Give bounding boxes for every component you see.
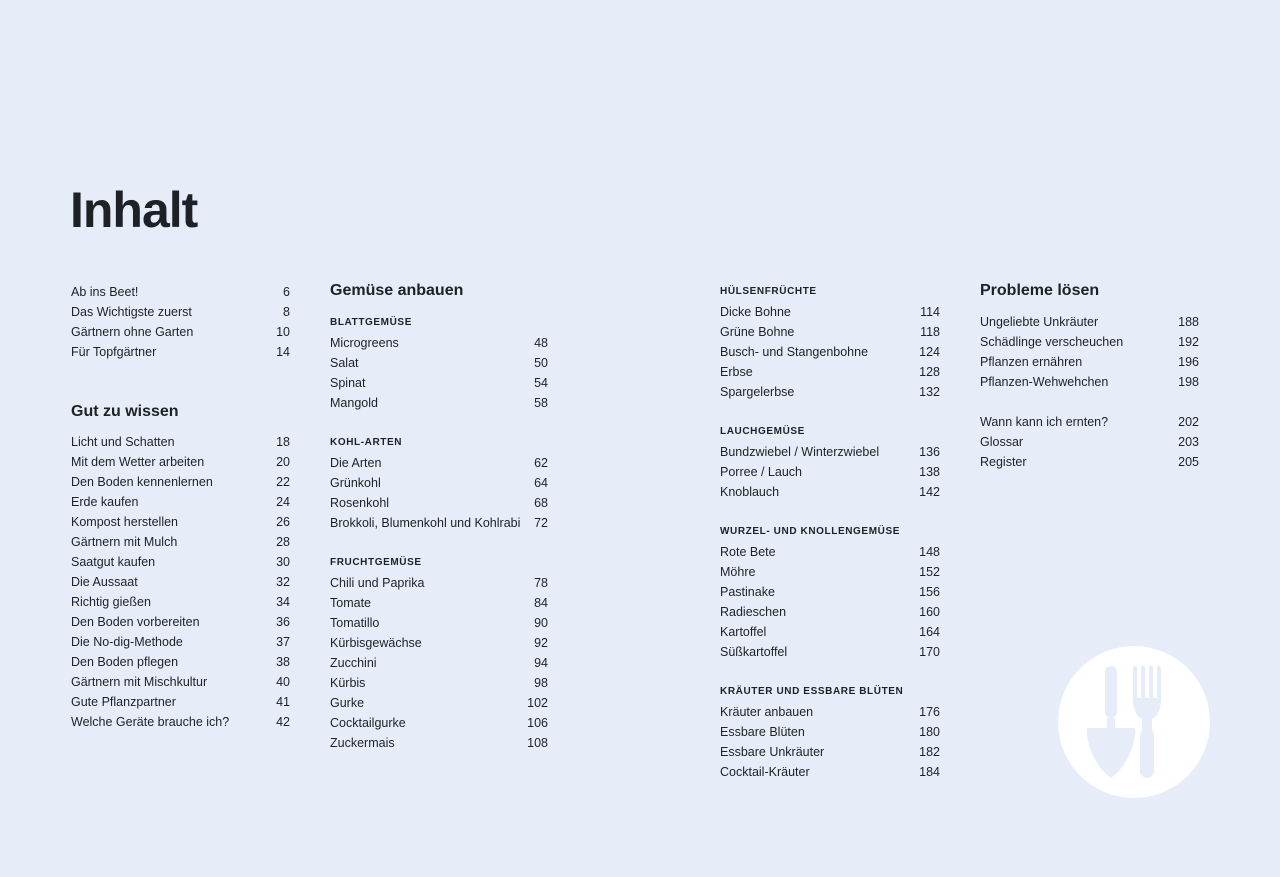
- entry-page: 148: [919, 545, 940, 559]
- entry-label: Dicke Bohne: [720, 305, 791, 319]
- entry-label: Salat: [330, 356, 359, 370]
- entry-label: Kürbis: [330, 676, 366, 690]
- toc-entry[interactable]: [71, 592, 290, 612]
- entry-page: 176: [919, 705, 940, 719]
- toc-entry[interactable]: [71, 452, 290, 472]
- toc-entry[interactable]: [71, 282, 290, 302]
- entry-label: Kompost herstellen: [71, 515, 179, 529]
- entry-label: Kräuter anbauen: [720, 705, 814, 719]
- toc-entry[interactable]: [330, 493, 548, 513]
- entry-label: Brokkoli, Blumenkohl und Kohlrabi: [330, 516, 521, 530]
- entry-page: 128: [919, 365, 940, 379]
- entry-label: Spargelerbse: [720, 385, 795, 399]
- entry-page: 84: [534, 596, 548, 610]
- entry-label: Rote Bete: [720, 545, 776, 559]
- entry-label: Mangold: [330, 396, 378, 410]
- entry-page: 40: [276, 675, 290, 689]
- entry-page: 188: [1178, 315, 1199, 329]
- entry-page: 180: [919, 725, 940, 739]
- entry-page: 156: [919, 585, 940, 599]
- toc-entry[interactable]: [980, 352, 1199, 372]
- toc-entry[interactable]: [330, 333, 548, 353]
- entry-label: Die No-dig-Methode: [71, 635, 183, 649]
- entry-label: Busch- und Stangenbohne: [720, 345, 869, 359]
- section-heading: Probleme lösen: [980, 282, 1100, 299]
- entry-label: Erbse: [720, 365, 753, 379]
- entry-label: Microgreens: [330, 336, 399, 350]
- entry-page: 170: [919, 645, 940, 659]
- toc-entry[interactable]: [720, 602, 940, 622]
- entry-label: Bundzwiebel / Winterzwiebel: [720, 445, 880, 459]
- entry-label: Cocktail-Kräuter: [720, 765, 810, 779]
- entry-page: 10: [276, 325, 290, 339]
- entry-label: Rosenkohl: [330, 496, 390, 510]
- entry-page: 26: [276, 515, 290, 529]
- entry-label: Pflanzen ernähren: [980, 355, 1083, 369]
- entry-label: Den Boden pflegen: [71, 655, 179, 669]
- entry-page: 78: [534, 576, 548, 590]
- entry-label: Ungeliebte Unkräuter: [980, 315, 1099, 329]
- toc-column-intro: [71, 282, 290, 732]
- entry-page: 8: [283, 305, 290, 319]
- toc-entry[interactable]: [330, 693, 548, 713]
- entry-label: Gärtnern mit Mischkultur: [71, 675, 208, 689]
- entry-label: Zucchini: [330, 656, 377, 670]
- entry-page: 136: [919, 445, 940, 459]
- section-heading: Gut zu wissen: [71, 403, 179, 420]
- entry-label: Für Topfgärtner: [71, 345, 157, 359]
- toc-entry[interactable]: [980, 312, 1199, 332]
- entry-label: Pastinake: [720, 585, 775, 599]
- toc-column-gemuese-continued: [720, 282, 940, 782]
- toc-entry[interactable]: [71, 492, 290, 512]
- entry-page: 22: [276, 475, 290, 489]
- entry-label: Gärtnern ohne Garten: [71, 325, 194, 339]
- entry-page: 28: [276, 535, 290, 549]
- entry-page: 6: [283, 285, 290, 299]
- entry-label: Grüne Bohne: [720, 325, 795, 339]
- entry-label: Knoblauch: [720, 485, 780, 499]
- toc-entry[interactable]: [980, 372, 1199, 392]
- toc-entry[interactable]: [720, 722, 940, 742]
- entry-label: Richtig gießen: [71, 595, 151, 609]
- entry-page: 142: [919, 485, 940, 499]
- entry-page: 30: [276, 555, 290, 569]
- entry-label: Den Boden kennenlernen: [71, 475, 213, 489]
- entry-label: Die Arten: [330, 456, 382, 470]
- entry-page: 184: [919, 765, 940, 779]
- entry-label: Wann kann ich ernten?: [980, 415, 1109, 429]
- entry-label: Gurke: [330, 696, 365, 710]
- entry-label: Möhre: [720, 565, 756, 579]
- entry-page: 108: [527, 736, 548, 750]
- entry-page: 198: [1178, 375, 1199, 389]
- toc-entry[interactable]: [330, 353, 548, 373]
- entry-page: 72: [534, 516, 548, 530]
- entry-label: Porree / Lauch: [720, 465, 802, 479]
- entry-page: 114: [920, 305, 940, 319]
- toc-entry[interactable]: [71, 612, 290, 632]
- toc-entry[interactable]: [330, 633, 548, 653]
- toc-entry[interactable]: [720, 742, 940, 762]
- toc-entry[interactable]: [980, 412, 1199, 432]
- entry-page: 18: [276, 435, 290, 449]
- entry-label: Mit dem Wetter arbeiten: [71, 455, 205, 469]
- entry-page: 182: [919, 745, 940, 759]
- toc-entry[interactable]: [720, 302, 940, 322]
- toc-column-probleme: [980, 280, 1199, 472]
- toc-entry[interactable]: [330, 713, 548, 733]
- toc-entry[interactable]: [330, 593, 548, 613]
- entry-label: Chili und Paprika: [330, 576, 425, 590]
- toc-entry[interactable]: [980, 332, 1199, 352]
- toc-entry[interactable]: [330, 613, 548, 633]
- entry-page: 106: [527, 716, 548, 730]
- toc-entry[interactable]: [720, 702, 940, 722]
- entry-page: 24: [276, 495, 290, 509]
- toc-entry[interactable]: [330, 453, 548, 473]
- entry-page: 20: [276, 455, 290, 469]
- entry-label: Pflanzen-Wehwehchen: [980, 375, 1109, 389]
- toc-entry[interactable]: [720, 462, 940, 482]
- toc-entry[interactable]: [71, 432, 290, 452]
- entry-label: Erde kaufen: [71, 495, 139, 509]
- toc-entry[interactable]: [71, 652, 290, 672]
- entry-label: Zuckermais: [330, 736, 395, 750]
- entry-page: 68: [534, 496, 548, 510]
- group-heading: HÜLSENFRÜCHTE: [720, 286, 817, 297]
- entry-page: 14: [276, 345, 290, 359]
- entry-label: Kartoffel: [720, 625, 767, 639]
- entry-page: 118: [920, 325, 940, 339]
- entry-page: 152: [919, 565, 940, 579]
- entry-label: Das Wichtigste zuerst: [71, 305, 192, 319]
- entry-page: 32: [276, 575, 290, 589]
- entry-page: 102: [527, 696, 548, 710]
- entry-page: 58: [534, 396, 548, 410]
- toc-entry[interactable]: [720, 322, 940, 342]
- entry-label: Die Aussaat: [71, 575, 138, 589]
- entry-label: Ab ins Beet!: [71, 285, 139, 299]
- group-heading: KOHL-ARTEN: [330, 437, 403, 448]
- entry-page: 132: [919, 385, 940, 399]
- entry-page: 36: [276, 615, 290, 629]
- entry-label: Süßkartoffel: [720, 645, 788, 659]
- group-heading: KRÄUTER UND ESSBARE BLÜTEN: [720, 686, 904, 697]
- toc-entry[interactable]: [330, 513, 548, 533]
- group-heading: LAUCHGEMÜSE: [720, 426, 805, 437]
- entry-label: Spinat: [330, 376, 366, 390]
- toc-entry[interactable]: [71, 322, 290, 342]
- entry-page: 90: [534, 616, 548, 630]
- entry-page: 202: [1178, 415, 1199, 429]
- entry-label: Radieschen: [720, 605, 787, 619]
- toc-entry[interactable]: [71, 692, 290, 712]
- toc-entry[interactable]: [330, 733, 548, 753]
- group-heading: FRUCHTGEMÜSE: [330, 557, 422, 568]
- entry-label: Essbare Unkräuter: [720, 745, 825, 759]
- entry-page: 205: [1178, 455, 1199, 469]
- entry-page: 138: [919, 465, 940, 479]
- toc-entry[interactable]: [720, 542, 940, 562]
- toc-entry[interactable]: [71, 532, 290, 552]
- group-heading: BLATTGEMÜSE: [330, 317, 412, 328]
- toc-entry[interactable]: [720, 622, 940, 642]
- toc-entry[interactable]: [980, 432, 1199, 452]
- toc-entry[interactable]: [71, 512, 290, 532]
- entry-label: Tomate: [330, 596, 371, 610]
- entry-label: Gute Pflanzpartner: [71, 695, 176, 709]
- toc-entry[interactable]: [720, 582, 940, 602]
- toc-entry[interactable]: [720, 482, 940, 502]
- entry-page: 37: [276, 635, 290, 649]
- toc-entry[interactable]: [71, 342, 290, 362]
- entry-label: Den Boden vorbereiten: [71, 615, 200, 629]
- toc-entry[interactable]: [330, 473, 548, 493]
- entry-page: 203: [1178, 435, 1199, 449]
- toc-entry[interactable]: [71, 632, 290, 652]
- toc-entry[interactable]: [330, 573, 548, 593]
- entry-page: 124: [919, 345, 940, 359]
- entry-label: Welche Geräte brauche ich?: [71, 715, 230, 729]
- entry-page: 196: [1178, 355, 1199, 369]
- entry-page: 62: [534, 456, 548, 470]
- entry-label: Glossar: [980, 435, 1024, 449]
- entry-label: Cocktailgurke: [330, 716, 406, 730]
- entry-page: 94: [534, 656, 548, 670]
- entry-page: 41: [276, 695, 290, 709]
- entry-label: Grünkohl: [330, 476, 381, 490]
- toc-entry[interactable]: [330, 653, 548, 673]
- toc-entry[interactable]: [71, 672, 290, 692]
- entry-page: 64: [534, 476, 548, 490]
- toc-entry[interactable]: [71, 302, 290, 322]
- toc-entry[interactable]: [71, 552, 290, 572]
- section-heading: Gemüse anbauen: [330, 282, 464, 299]
- entry-label: Licht und Schatten: [71, 435, 175, 449]
- entry-label: Saatgut kaufen: [71, 555, 156, 569]
- entry-page: 92: [534, 636, 548, 650]
- entry-label: Tomatillo: [330, 616, 380, 630]
- entry-label: Schädlinge verscheuchen: [980, 335, 1124, 349]
- entry-page: 160: [919, 605, 940, 619]
- entry-page: 192: [1178, 335, 1199, 349]
- entry-page: 34: [276, 595, 290, 609]
- page-title: Inhalt: [70, 182, 198, 238]
- entry-page: 42: [276, 715, 290, 729]
- entry-label: Essbare Blüten: [720, 725, 805, 739]
- garden-tools-icon: [1058, 646, 1210, 798]
- entry-label: Kürbisgewächse: [330, 636, 422, 650]
- toc-entry[interactable]: [720, 362, 940, 382]
- toc-entry[interactable]: [71, 572, 290, 592]
- group-heading: WURZEL- UND KNOLLENGEMÜSE: [720, 526, 900, 537]
- entry-label: Register: [980, 455, 1027, 469]
- entry-page: 48: [534, 336, 548, 350]
- toc-entry[interactable]: [330, 393, 548, 413]
- entry-page: 98: [534, 676, 548, 690]
- toc-entry[interactable]: [720, 342, 940, 362]
- entry-page: 38: [276, 655, 290, 669]
- entry-label: Gärtnern mit Mulch: [71, 535, 178, 549]
- toc-column-gemuese: [330, 280, 548, 753]
- entry-page: 164: [919, 625, 940, 639]
- toc-entry[interactable]: [980, 452, 1199, 472]
- toc-entry[interactable]: [720, 442, 940, 462]
- toc-entry[interactable]: [720, 382, 940, 402]
- entry-page: 50: [534, 356, 548, 370]
- toc-entry[interactable]: [720, 762, 940, 782]
- toc-entry[interactable]: [71, 472, 290, 492]
- toc-entry[interactable]: [330, 673, 548, 693]
- toc-entry[interactable]: [71, 712, 290, 732]
- toc-entry[interactable]: [720, 562, 940, 582]
- entry-page: 54: [534, 376, 548, 390]
- toc-entry[interactable]: [720, 642, 940, 662]
- toc-entry[interactable]: [330, 373, 548, 393]
